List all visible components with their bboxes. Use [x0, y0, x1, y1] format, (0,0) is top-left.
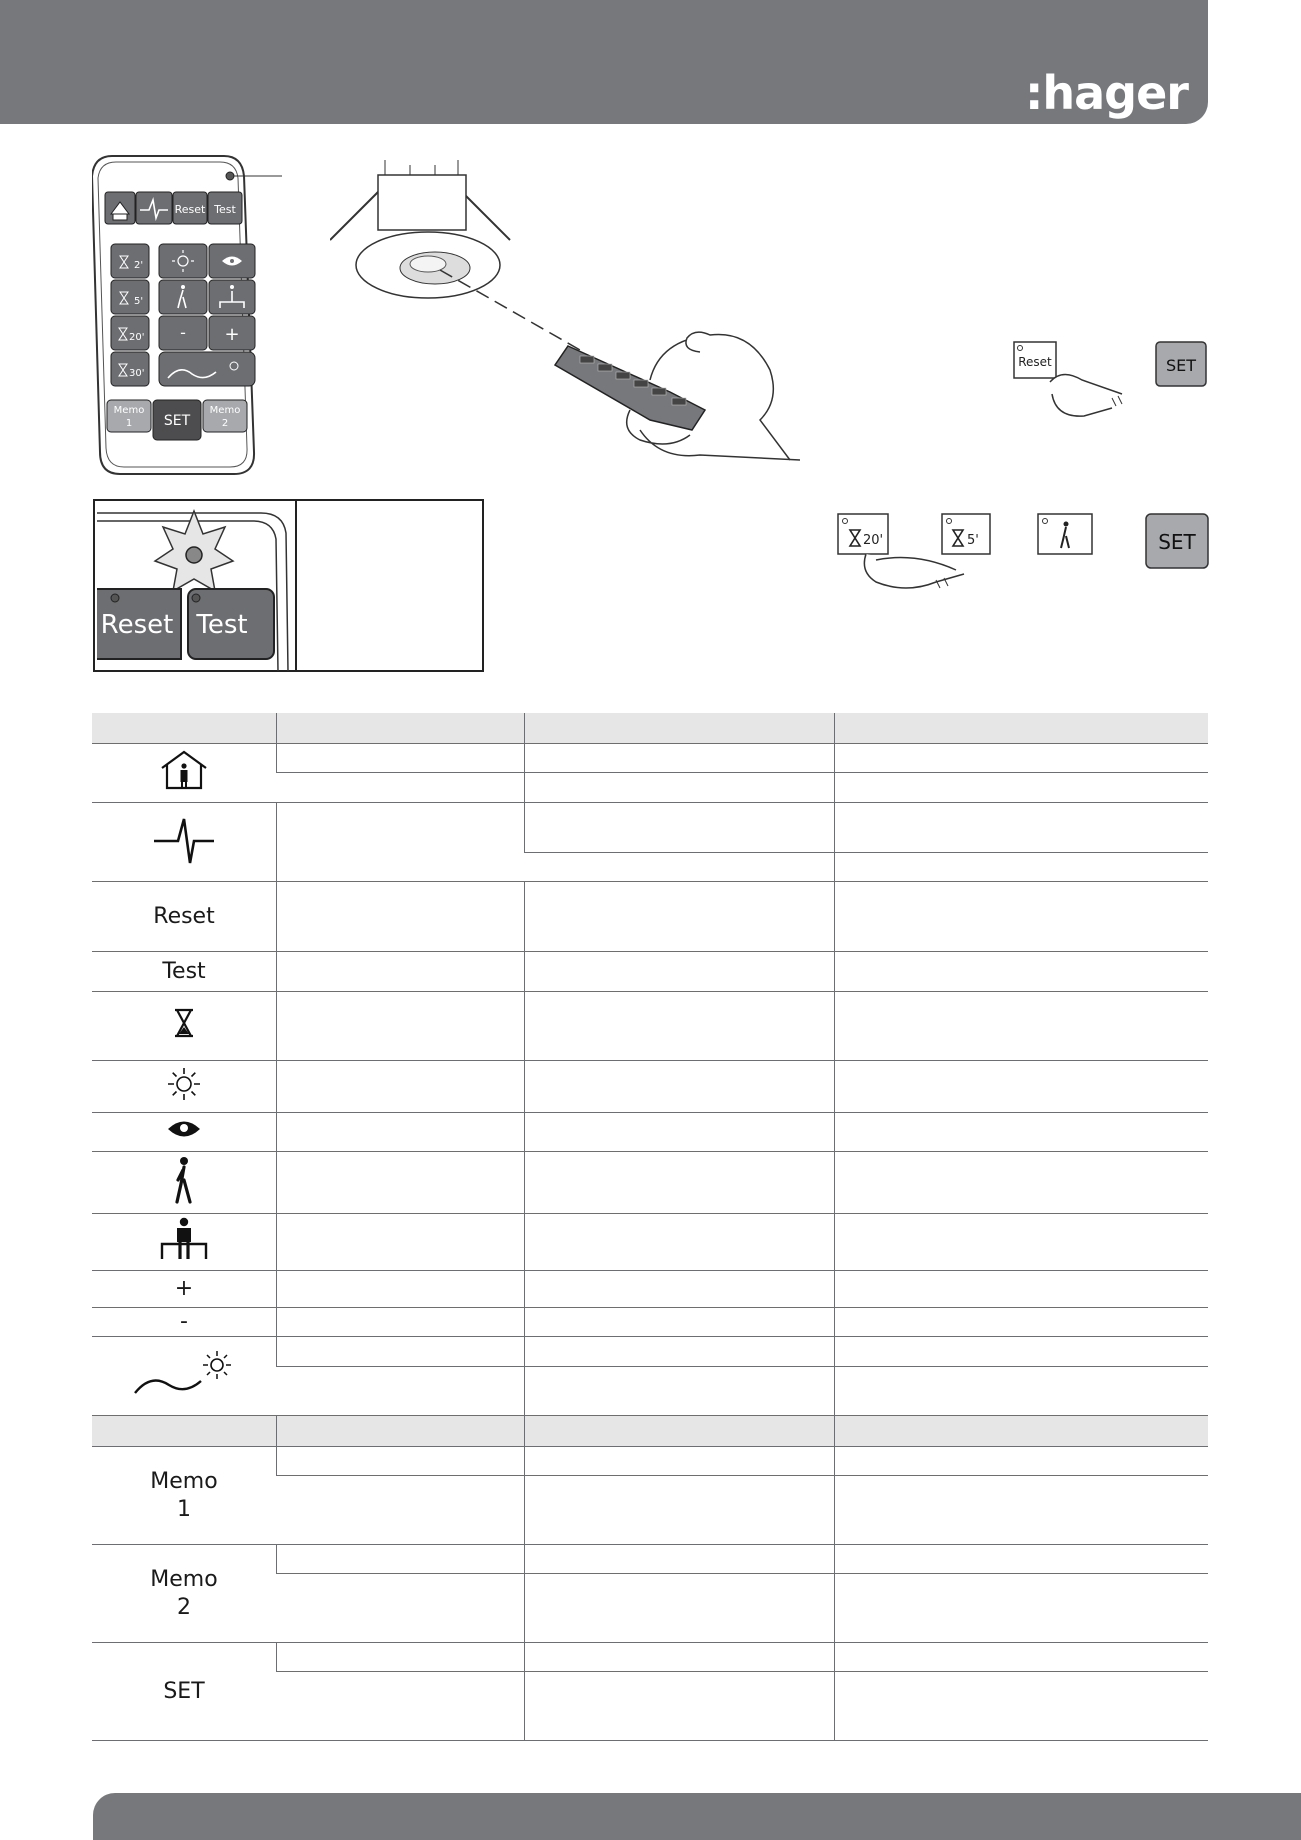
step2-timer20-label: 20' [863, 533, 884, 548]
table-subheader-row [92, 1416, 1208, 1447]
table-row [92, 1214, 1208, 1271]
sun-icon [166, 1066, 202, 1102]
memo2-line1: Memo [150, 1566, 218, 1592]
step2-set-key [1144, 512, 1210, 570]
remote-memo2-l1: Memo [209, 405, 241, 416]
seated-person-cell [92, 1214, 277, 1271]
plus-label: + [92, 1271, 277, 1308]
light-curve-icon [129, 1347, 239, 1399]
page-header [0, 0, 1208, 124]
page-footer [93, 1793, 1301, 1840]
remote-timer-5: 5' [134, 296, 144, 307]
remote-timer-30: 30' [129, 368, 145, 379]
memo1-line1: Memo [150, 1468, 218, 1494]
step1-set-label: SET [1165, 356, 1197, 375]
step1-set-key [1154, 340, 1210, 388]
sun-cell [92, 1061, 277, 1113]
hourglass-icon [172, 1008, 196, 1038]
remote-set-label: SET [163, 413, 191, 429]
table-row [92, 1447, 1208, 1476]
table-row [92, 1643, 1208, 1672]
remote-control-illustration [92, 152, 282, 477]
memo1-cell [92, 1447, 277, 1545]
remote-reset-label: Reset [174, 203, 206, 216]
step1-reset-press [1012, 338, 1126, 422]
function-table [92, 713, 1208, 1741]
set-label: SET [92, 1643, 277, 1741]
table-row [92, 744, 1208, 773]
table-row [92, 1113, 1208, 1152]
table-row [92, 952, 1208, 992]
remote-plus: + [224, 324, 240, 345]
table-row [92, 1271, 1208, 1308]
walking-person-icon [172, 1156, 196, 1204]
pulse-cell [92, 803, 277, 882]
sensor-remote-illustration [330, 160, 800, 470]
hager-logo: :hager [1025, 66, 1188, 120]
remote-test-label: Test [214, 203, 236, 216]
step2-timer5-key [940, 512, 992, 558]
remote-timer-2: 2' [134, 260, 144, 271]
step2-timer5-label: 5' [967, 533, 979, 548]
walking-person-cell [92, 1152, 277, 1214]
detail-reset-label: Reset [100, 610, 174, 640]
minus-label: - [92, 1308, 277, 1337]
memo1-line2: 1 [177, 1496, 191, 1522]
table-header-row [92, 713, 1208, 744]
remote-timer-20: 20' [129, 332, 145, 343]
table-row [92, 1061, 1208, 1113]
reset-label: Reset [92, 882, 277, 952]
table-row [92, 882, 1208, 952]
house-person-icon [158, 748, 210, 792]
house-person-cell [92, 744, 277, 803]
seated-person-icon [159, 1217, 209, 1261]
memo2-cell [92, 1545, 277, 1643]
hourglass-cell [92, 992, 277, 1061]
remote-memo2-l2: 2 [221, 418, 229, 429]
table-row [92, 1152, 1208, 1214]
test-label: Test [92, 952, 277, 992]
table-row [92, 1308, 1208, 1337]
remote-minus: - [180, 323, 186, 342]
remote-memo1-l1: Memo [113, 405, 145, 416]
step2-set-label: SET [1158, 530, 1196, 554]
step2-walk-key [1036, 512, 1094, 558]
remote-memo1-l2: 1 [125, 418, 133, 429]
light-curve-cell [92, 1337, 277, 1416]
table-row [92, 1545, 1208, 1574]
memo2-line2: 2 [177, 1594, 191, 1620]
detail-test-label: Test [196, 610, 248, 640]
pulse-icon [152, 811, 216, 867]
step1-reset-label: Reset [1018, 355, 1052, 369]
table-row [92, 803, 1208, 853]
eye-cell [92, 1113, 277, 1152]
table-row [92, 1337, 1208, 1367]
led-detail-illustration [93, 499, 485, 673]
table-row [92, 992, 1208, 1061]
eye-icon [166, 1118, 202, 1140]
